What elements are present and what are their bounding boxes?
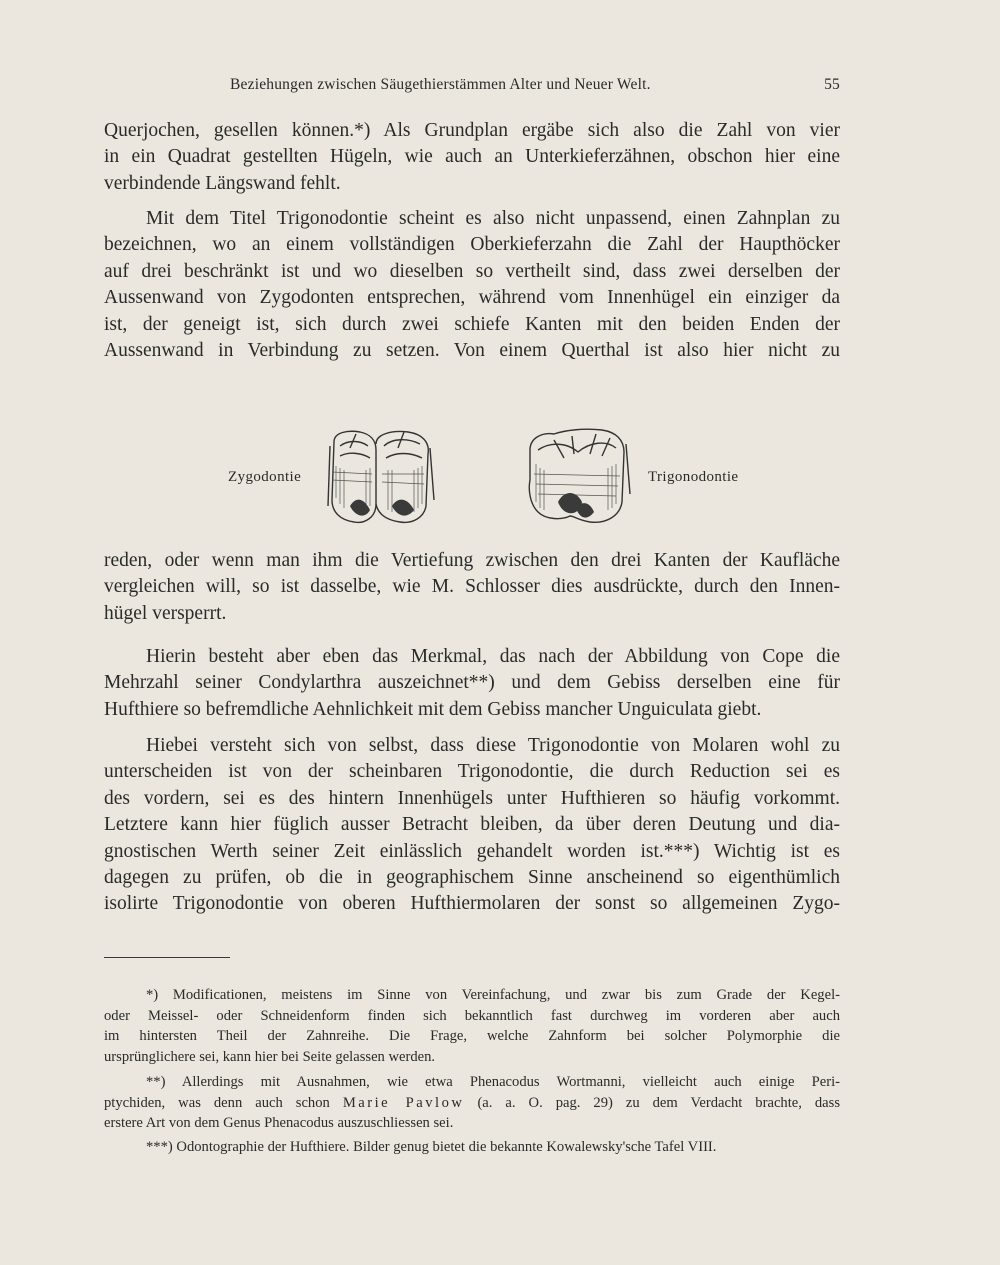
text-line: isolirte Trigonodontie von oberen Hufthiermolaren der sonst so allgemeinen Zygo- (104, 893, 840, 915)
footnote-line: ursprünglichere sei, kann hier bei Seite gelassen werden. (104, 1048, 436, 1065)
running-header (104, 76, 840, 100)
text-line: Hiebei versteht sich von selbst, dass diese Trigonodontie von Molaren wohl zu (146, 735, 840, 756)
paragraph-4 (104, 644, 840, 723)
text-line: Aussenwand von Zygodonten entsprechen, während vom Innenhügel ein einziger da (104, 287, 840, 309)
zygodont-molar-illustration (326, 426, 436, 526)
footnote-line (104, 1093, 840, 1114)
footnote-1 (104, 985, 840, 1067)
text-line: Letztere kann hier füglich ausser Betracht bleiben, da über deren Deutung und dia- (104, 814, 840, 836)
text-line: Querjochen, gesellen können.*) Als Grundplan ergäbe sich also die Zahl von vier (104, 120, 840, 141)
figure-label-zygodontie: Zygodontie (228, 469, 302, 485)
footnote-3 (104, 1137, 840, 1158)
text-line: Hierin besteht aber eben das Merkmal, das nach der Abbildung von Cope die (146, 646, 840, 667)
text-line: bezeichnen, wo an einem vollständigen Oberkieferzahn die Zahl der Haupthöcker (104, 234, 840, 256)
footnote-text: (a. a. O. pag. 29) zu dem Verdacht brachte, dass (477, 1094, 840, 1111)
text-line: ist, der geneigt ist, sich durch zwei schiefe Kanten mit den beiden Enden der (104, 313, 840, 335)
paragraph-5 (104, 733, 840, 918)
author-name: Marie Pavlow (342, 1094, 465, 1111)
footnote-line: im hintersten Theil der Zahnreihe. Die Frage, welche Zahnform bei solcher Polymorphie die (104, 1028, 840, 1045)
footnote-line: ***) Odontographie der Hufthiere. Bilder genug bietet die bekannte Kowalewsky'sche Tafel VIII. (146, 1139, 717, 1155)
text-line: vergleichen will, so ist dasselbe, wie M. Schlosser dies ausdrückte, durch den Innen- (104, 576, 840, 598)
text-line: auf drei beschränkt ist und wo dieselben so vertheilt sind, dass zwei derselben der (104, 260, 840, 282)
footnote-line: *) Modificationen, meistens im Sinne von Vereinfachung, und zwar bis zum Grade der Kegel- (146, 987, 840, 1003)
text-line: dagegen zu prüfen, ob die in geographischem Sinne anscheinend so eigenthümlich (104, 866, 840, 888)
text-line: Hufthiere so befremdliche Aehnlichkeit mit dem Gebiss mancher Unguiculata giebt. (104, 698, 762, 720)
figure-label-trigonodontie: Trigonodontie (648, 469, 739, 485)
running-title: Beziehungen zwischen Säugethierstämmen Alter und Neuer Welt. (230, 76, 651, 93)
text-line: in ein Quadrat gestellten Hügeln, wie auch an Unterkieferzähnen, obschon hier eine (104, 146, 840, 168)
footnote-line: oder Meissel- oder Schneidenform finden sich bekanntlich fast durchweg im vorderen aber auch (104, 1007, 840, 1024)
trigonodont-molar-illustration (524, 424, 634, 528)
paragraph-3 (104, 548, 840, 627)
footnote-line: **) Allerdings mit Ausnahmen, wie etwa Phenacodus Wortmanni, vielleicht auch einige Peri- (146, 1074, 840, 1090)
text-line: Aussenwand in Verbindung zu setzen. Von einem Querthal ist also hier nicht zu (104, 339, 840, 361)
text-line: Mit dem Titel Trigonodontie scheint es also nicht unpassend, einen Zahnplan zu (146, 208, 840, 229)
text-line: Mehrzahl seiner Condylarthra auszeichnet**) und dem Gebiss derselben eine für (104, 672, 840, 694)
text-line: unterscheiden ist von der scheinbaren Trigonodontie, die durch Reduction sei es (104, 761, 840, 783)
tooth-figure (104, 424, 840, 534)
footnote-text: ptychiden, was denn auch schon (104, 1094, 330, 1111)
footnote-line: erstere Art von dem Genus Phenacodus auszuschliessen sei. (104, 1115, 454, 1132)
footnote-2 (104, 1072, 840, 1134)
text-line: verbindende Längswand fehlt. (104, 172, 341, 194)
page-number: 55 (824, 76, 840, 93)
footnote-divider (104, 957, 230, 958)
paragraph-2 (104, 206, 840, 364)
text-line: des vordern, sei es des hintern Innenhügels unter Hufthieren so häufig vorkommt. (104, 787, 840, 809)
text-line: gnostischen Werth seiner Zeit einlässlich gehandelt worden ist.***) Wichtig ist es (104, 840, 840, 862)
text-line: reden, oder wenn man ihm die Vertiefung zwischen den drei Kanten der Kaufläche (104, 550, 840, 571)
paragraph-1 (104, 118, 840, 197)
text-line: hügel versperrt. (104, 602, 227, 624)
